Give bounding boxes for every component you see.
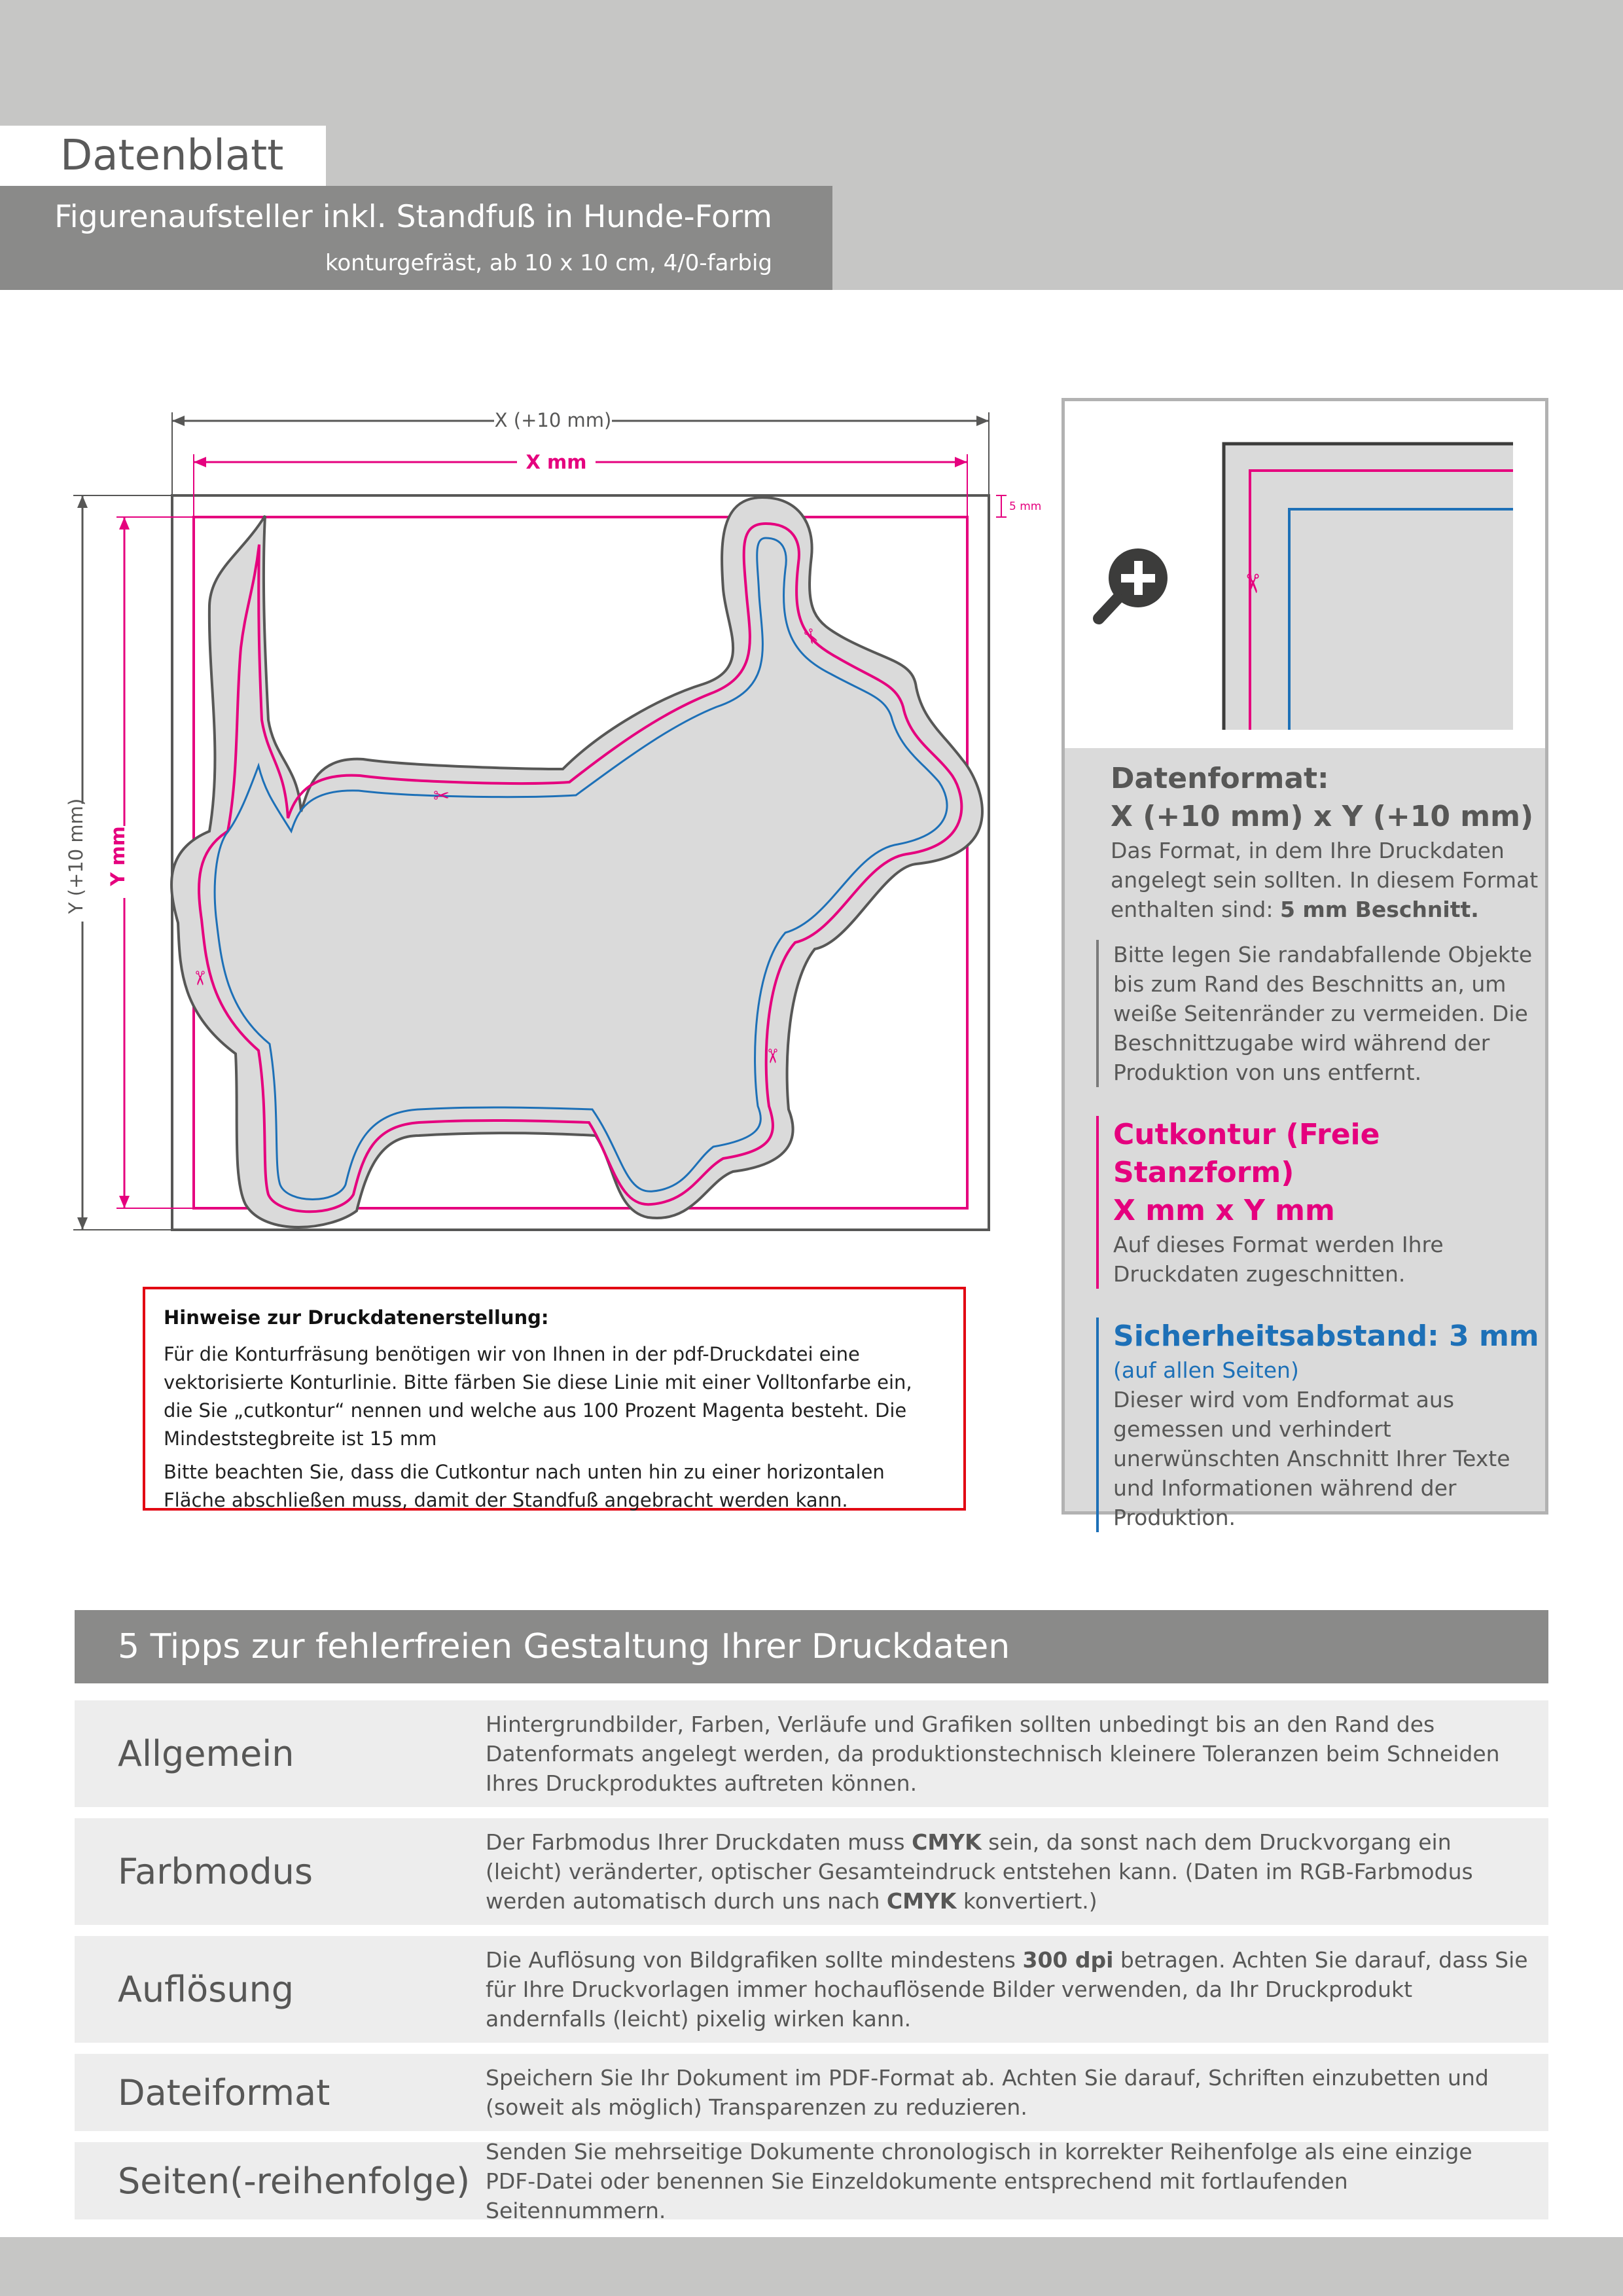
tip-row-dateiformat	[75, 2054, 1548, 2131]
format-description: Das Format, in dem Ihre Druckdaten angelegt sein sollten. In diesem Format enthalten sind: 5 mm Beschnitt.	[1111, 838, 1539, 922]
dog-shape-diagram	[0, 367, 1042, 1257]
safe-text: Dieser wird vom Endformat aus gemessen und verhindert unerwünschten Anschnitt Ihrer Texte und Informationen während der Produktion.	[1113, 1387, 1510, 1530]
width-outer-label: X (+10 mm)	[494, 409, 612, 431]
bleed-note	[1096, 940, 1545, 1087]
scissor-icon: ✂	[796, 624, 825, 650]
footer-band	[0, 2237, 1623, 2296]
bleed-text: Bitte legen Sie randabfallende Objekte bis zum Rand des Beschnitts an, um weiße Seitenränder zu vermeiden. Die Beschnittzugabe wird während der Produktion von uns entfernt.	[1113, 942, 1533, 1085]
tip-text: Der Farbmodus Ihrer Druckdaten muss CMYK sein, da sonst nach dem Druckvorgang ein (leicht) veränderter, optischer Gesamteindruck entstehen kann. (Daten im RGB-Farbmodus werden automatisch durch uns nach CMYK konvertiert.)	[486, 1829, 1473, 1914]
tip-row-seiten	[75, 2138, 1548, 2223]
dog-bleed-shape	[171, 497, 982, 1227]
scissor-icon: ✂	[1237, 573, 1267, 595]
tip-text: Die Auflösung von Bildgrafiken sollte mindestens 300 dpi betragen. Achten Sie darauf, dass Sie für Ihre Druckvorlagen immer hochauflösende Bilder verwenden, da Ihr Druckprodukt andernfalls (leicht) pixelig wirken kann.	[486, 1947, 1528, 2032]
width-inner-label: X mm	[526, 451, 587, 473]
tip-label: Auflösung	[118, 1969, 294, 2010]
title-box	[0, 186, 832, 290]
safe-subtitle: (auf allen Seiten)	[1113, 1357, 1299, 1383]
tips-list	[75, 1700, 1548, 2231]
tip-text: Speichern Sie Ihr Dokument im PDF-Format ab. Achten Sie darauf, Schriften einzubetten und (soweit als möglich) Transparenzen zu reduzieren.	[486, 2065, 1489, 2120]
product-title: Figurenaufsteller inkl. Standfuß in Hunde-Form	[54, 199, 772, 235]
scissor-icon: ✂	[760, 1048, 783, 1065]
scissor-icon: ✂	[188, 970, 211, 987]
tip-label: Dateiformat	[118, 2072, 330, 2113]
format-size: X (+10 mm) x Y (+10 mm)	[1111, 800, 1534, 833]
tip-text: Senden Sie mehrseitige Dokumente chronologisch in korrekter Reihenfolge als eine einzige PDF-Datei oder benennen Sie Einzeldokumente entsprechend mit fortlaufenden Seitennummern.	[486, 2138, 1472, 2223]
format-bleed-value: 5 mm Beschnitt.	[1279, 897, 1479, 922]
cut-contour-block	[1096, 1116, 1545, 1289]
cut-title: Cutkontur (Freie Stanzform)	[1113, 1118, 1380, 1189]
height-inner-label: Y mm	[107, 826, 129, 886]
notes-title: Hinweise zur Druckdatenerstellung:	[164, 1306, 549, 1329]
tip-label: Allgemein	[118, 1733, 294, 1774]
scissor-icon: ✂	[433, 785, 450, 808]
notes-paragraph: Bitte beachten Sie, dass die Cutkontur nach unten hin zu einer horizontalen Fläche abschließen muss, damit der Standfuß angebracht werden kann.	[164, 1461, 885, 1511]
document-type-label: Datenblatt	[0, 126, 326, 186]
tip-row-aufloesung	[75, 1936, 1548, 2043]
print-data-notes	[143, 1287, 966, 1511]
safety-margin-block	[1096, 1318, 1545, 1532]
legend-text	[1065, 748, 1545, 1532]
safe-title: Sicherheitsabstand: 3 mm	[1113, 1319, 1539, 1353]
tip-label: Seiten(-reihenfolge)	[118, 2160, 471, 2202]
notes-paragraph: Für die Konturfräsung benötigen wir von Ihnen in der pdf-Druckdatei eine vektorisierte Konturlinie. Bitte färben Sie diese Linie mit einer Volltonfarbe ein, die Sie „cutkontur“ nennen und welche aus 100 Prozent Magenta besteht. Die Mindeststegbreite ist 15 mm	[164, 1343, 912, 1450]
cut-size: X mm x Y mm	[1113, 1194, 1335, 1227]
bleed-size-label: 5 mm	[1009, 500, 1042, 513]
format-title: Datenformat:	[1111, 762, 1329, 795]
zoom-detail	[1065, 401, 1545, 748]
magnifier-icon	[1099, 548, 1168, 619]
tip-row-farbmodus	[75, 1818, 1548, 1925]
product-subtitle: konturgefräst, ab 10 x 10 cm, 4/0-farbig	[325, 250, 772, 276]
tip-label: Farbmodus	[118, 1851, 313, 1892]
height-outer-label: Y (+10 mm)	[65, 798, 87, 914]
tips-header: 5 Tipps zur fehlerfreien Gestaltung Ihrer Druckdaten	[75, 1610, 1548, 1683]
tip-row-allgemein	[75, 1700, 1548, 1807]
tip-text: Hintergrundbilder, Farben, Verläufe und Grafiken sollten unbedingt bis an den Rand des Datenformats angelegt werden, da produktionstechnisch kleinere Toleranzen beim Schneiden Ihres Druckproduktes auftreten können.	[486, 1712, 1500, 1796]
legend-panel	[1061, 398, 1548, 1530]
cut-text: Auf dieses Format werden Ihre Druckdaten zugeschnitten.	[1113, 1232, 1444, 1287]
